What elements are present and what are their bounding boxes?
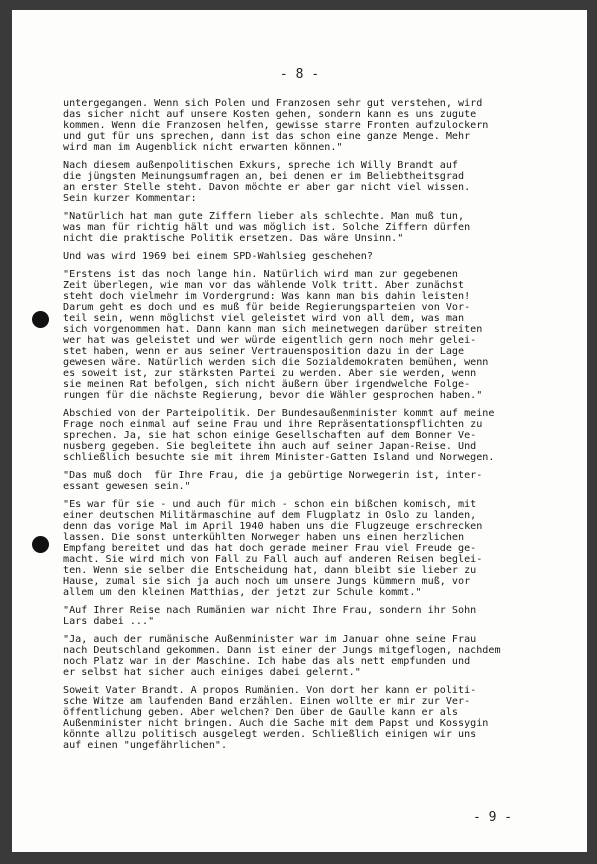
paragraph: Abschied von der Parteipolitik. Der Bundesaußenminister kommt auf meine Frage noch einmal auf seine Frau und ihre Repräsentationspflichten zu sprechen. Ja, sie hat schon einige Gesellschaften auf dem Bonner Ve- nusberg gegeben. Sie begleitete ihn auch auf seiner Japan-Reise. Und schließlich besuchte sie mit ihrem Minister-Gatten Island und Norwegen.	[63, 408, 495, 463]
paragraph: "Erstens ist das noch lange hin. Natürlich wird man zur gegebenen Zeit überlegen, wie man vor das wählende Volk tritt. Aber zunächst steht doch vielmehr im Vordergrund: Was kann man bis dahin leisten! Darum geht es doch und es muß für beide Regierungsparteien von Vor- teil sein, wenn möglichst viel geleistet wird von all dem, was man sich vorgenommen hat. Dann kann man sich meinetwegen darüber streiten wer hat was geleistet und wer würde eigentlich gern noch mehr gelei- stet haben, wenn er aus seiner Vertrauensposition dazu in der Lage gewesen wäre. Natürlich werden sich die Sozialdemokraten bemühen, wenn es soweit ist, zur stärksten Partei zu werden. Aber sie werden, wenn sie meinen Rat befolgen, sich nicht äußern über irgendwelche Folge- rungen für die nächste Regierung, bevor die Wähler gesprochen haben."	[63, 269, 489, 401]
paragraph: Und was wird 1969 bei einem SPD-Wahlsieg geschehen?	[63, 251, 373, 262]
paragraph: "Natürlich hat man gute Ziffern lieber als schlechte. Man muß tun, was man für richtig hält und was möglich ist. Solche Ziffern dürfen nicht die praktische Politik ersetzen. Das wäre Unsinn."	[63, 211, 471, 244]
next-page-marker: - 9 -	[473, 810, 513, 825]
paragraph: Nach diesem außenpolitischen Exkurs, spreche ich Willy Brandt auf die jüngsten Meinungsumfragen an, bei denen er im Beliebtheitsgrad an erster Stelle steht. Davon möchte er aber gar nicht viel wissen. Sein kurzer Kommentar:	[63, 160, 471, 204]
document-page	[12, 10, 587, 852]
punch-hole-lower	[32, 536, 49, 553]
paragraph: untergegangen. Wenn sich Polen und Franzosen sehr gut verstehen, wird das sicher nicht auf unsere Kosten gehen, sondern kann es uns zugute kommen. Wenn die Franzosen helfen, gewisse starre Fronten aufzulockern und gut für uns sprechen, dann ist das schon eine ganze Menge. Mehr wird man im Augenblick nicht erwarten können."	[63, 98, 489, 153]
document-body	[63, 98, 581, 758]
page-number: - 8 -	[279, 67, 320, 82]
paragraph: "Auf Ihrer Reise nach Rumänien war nicht Ihre Frau, sondern ihr Sohn Lars dabei ..."	[63, 605, 477, 627]
paragraph: Soweit Vater Brandt. A propos Rumänien. Von dort her kann er politi- sche Witze am laufenden Band erzählen. Einen wollte er mir zur Ver- öffentlichung geben. Aber welchen? Den über de Gaulle kann er als Außenminister nicht bringen. Auch die Sache mit dem Papst und Kossygin könnte allzu politisch ausgelegt werden. Schließlich einigen wir uns auf einen "ungefährlichen".	[63, 685, 489, 751]
paragraph: "Das muß doch für Ihre Frau, die ja gebürtige Norwegerin ist, inter- essant gewesen sein."	[63, 470, 483, 492]
paragraph: "Ja, auch der rumänische Außenminister war im Januar ohne seine Frau nach Deutschland gekommen. Dann ist einer der Jungs mitgeflogen, nachdem noch Platz war in der Maschine. Ich habe das als nett empfunden und er selbst hat sicher auch einiges dabei gelernt."	[63, 634, 501, 678]
punch-hole-upper	[32, 311, 49, 328]
paragraph: "Es war für sie - und auch für mich - schon ein bißchen komisch, mit einer deutschen Militärmaschine auf dem Flugplatz in Oslo zu landen, denn das vorige Mal im April 1940 haben uns die Flugzeuge erschrecken lassen. Die sonst unterkühlten Norweger haben uns einen herzlichen Empfang bereitet und das hat doch gerade meiner Frau viel Freude ge- macht. Sie wird mich von Fall zu Fall auch auf anderen Reisen beglei- ten. Wenn sie selber die Entscheidung hat, dann bleibt sie lieber zu Hause, zumal sie sich ja auch noch um unsere Jungs kümmern muß, vor allem um den kleinen Matthias, der jetzt zur Schule kommt."	[63, 499, 483, 598]
